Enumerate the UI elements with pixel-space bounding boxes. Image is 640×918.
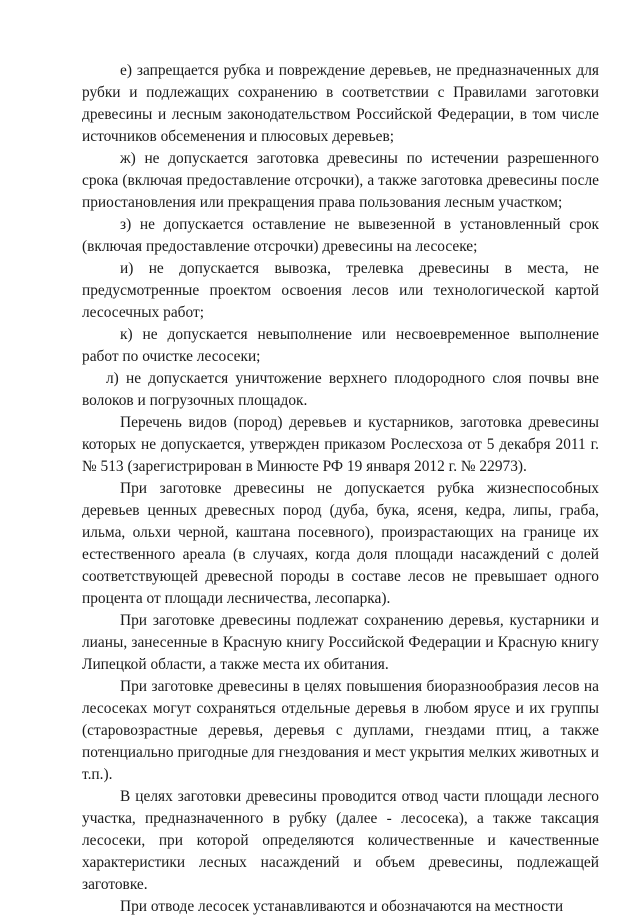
- paragraph-biodiversity: При заготовке древесины в целях повышения биоразнообразия лесов на лесосеках могут сохраняться отдельные деревья в любом ярусе и их группы (старовозрастные деревья, деревья с дуплами, гнездами птиц, а также потенциально пригодные для гнездования и мест укрытия мелких животных и т.п.).: [82, 678, 599, 783]
- paragraph-valuable-species: При заготовке древесины не допускается рубка жизнеспособных деревьев ценных древесных пород (дуба, бука, ясеня, кедра, липы, граба, ильма, ольхи черной, каштана посевного), произрастающих на границе их естественного ареала (в случаях, когда доля площади насаждений с долей соответствующей древесной породы в составе лесов не превышает одного процента от площади лесничества, лесопарка).: [82, 480, 599, 607]
- paragraph-item-i: и) не допускается вывозка, трелевка древесины в места, не предусмотренные проектом освоения лесов или технологической картой лесосечных работ;: [82, 260, 599, 321]
- paragraph-item-z: з) не допускается оставление не вывезенной в установленный срок (включая предоставление отсрочки) древесины на лесосеке;: [82, 216, 599, 255]
- paragraph-species-list: Перечень видов (пород) деревьев и кустарников, заготовка древесины которых не допускается, утвержден приказом Рослесхоза от 5 декабря 2011 г. № 513 (зарегистрирован в Минюсте РФ 19 января 2012 г. № 22973).: [82, 414, 599, 475]
- paragraph-item-zh: ж) не допускается заготовка древесины по истечении разрешенного срока (включая предоставление отсрочки), а также заготовка древесины после приостановления или прекращения права пользования лесным участком;: [82, 150, 599, 211]
- paragraph-red-book: При заготовке древесины подлежат сохранению деревья, кустарники и лианы, занесенные в Красную книгу Российской Федерации и Красную книгу Липецкой области, а также места их обитания.: [82, 612, 599, 673]
- paragraph-item-e: е) запрещается рубка и повреждение деревьев, не предназначенных для рубки и подлежащих сохранению в соответствии с Правилами заготовки древесины и лесным законодательством Российской Федерации, в том числе источников обсеменения и плюсовых деревьев;: [82, 62, 599, 145]
- paragraph-item-k: к) не допускается невыполнение или несвоевременное выполнение работ по очистке лесосеки;: [82, 326, 599, 365]
- paragraph-allotment-marking: При отводе лесосек устанавливаются и обозначаются на местности: [120, 898, 564, 915]
- paragraph-item-l: л) не допускается уничтожение верхнего плодородного слоя почвы вне волоков и погрузочных площадок.: [82, 370, 599, 409]
- paragraph-allotment: В целях заготовки древесины проводится отвод части площади лесного участка, предназначенного в рубку (далее - лесосека), а также таксация лесосеки, при которой определяются количественные и качественные характеристики лесных насаждений и объем древесины, подлежащей заготовке.: [82, 788, 599, 893]
